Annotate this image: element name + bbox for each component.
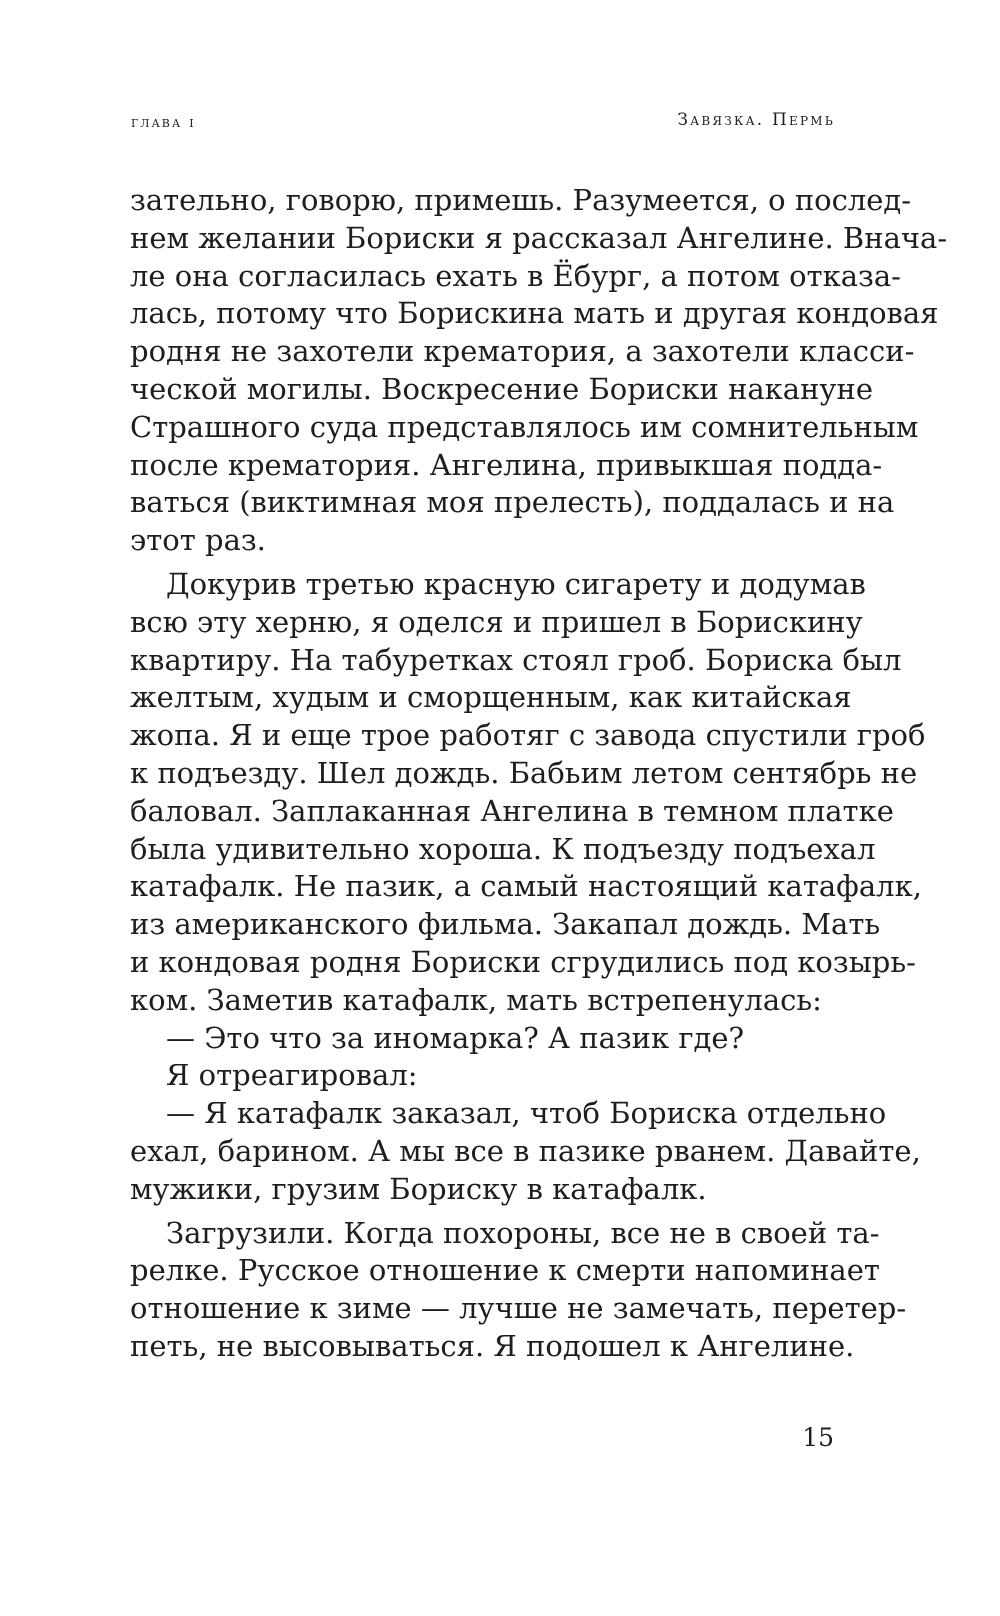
text-line: к подъезду. Шел дождь. Бабьим летом сентябрь не [130,755,918,790]
page-number: 15 [802,1423,834,1452]
text-line: Я отреагировал: [166,1058,418,1093]
text-line: отношение к зиме — лучше не замечать, перетер- [130,1291,907,1326]
text-line: жопа. Я и еще трое работяг с завода спустили гроб [130,718,926,753]
text-line: Докурив третью красную сигарету и додумав [166,566,866,601]
text-line: катафалк. Не пазик, а самый настоящий катафалк, [130,869,922,904]
dialogue-line: — Это что за иномарка? А пазик где? [166,1020,745,1055]
text-line: Страшного суда представлялось им сомнительным [130,409,919,444]
text-line: баловал. Заплаканная Ангелина в темном платке [130,793,894,828]
text-line: из американского фильма. Закапал дождь. Мать [130,907,881,942]
text-line: зательно, говорю, примешь. Разумеется, о послед- [130,183,912,217]
text-line: ческой могилы. Воскресение Бориски накануне [130,371,873,406]
text-line: нем желании Бориски я рассказал Ангелине. Внача- [130,220,948,255]
text-line: была удивительно хороша. К подъезду подъехал [130,831,876,866]
dialogue-line: — Я катафалк заказал, чтоб Бориска отдельно [166,1096,887,1131]
text-line: этот раз. [130,523,266,558]
running-head-section: Завязка. Пермь [677,110,835,130]
text-line: после крематория. Ангелина, привыкшая подда- [130,447,883,482]
text-line: квартиру. На табуретках стоял гроб. Бориска был [130,642,902,677]
text-line: и кондовая родня Бориски сгрудились под козырь- [130,944,916,979]
text-line: мужики, грузим Бориску в катафалк. [130,1171,707,1206]
text-line: ехал, барином. А мы все в пазике рванем. Давайте, [130,1133,921,1168]
text-line: лась, потому что Борискина мать и другая кондовая [130,296,939,331]
body-text [130,182,948,1366]
text-line: всю эту херню, я оделся и пришел в Борискину [130,604,863,639]
text-line: петь, не высовываться. Я подошел к Ангелине. [130,1328,855,1363]
running-head-chapter: глава i [131,112,196,131]
text-line: родня не захотели крематория, а захотели класси- [130,334,915,369]
text-line: релке. Русское отношение к смерти напоминает [130,1253,880,1288]
text-line: ле она согласилась ехать в Ёбург, а потом отказа- [130,258,901,293]
text-line: ком. Заметив катафалк, мать встрепенулась: [130,982,822,1017]
text-line: Загрузили. Когда похороны, все не в своей та- [166,1215,880,1250]
text-line: ваться (виктимная моя прелесть), поддалась и на [130,485,895,520]
text-line: желтым, худым и сморщенным, как китайская [130,680,852,715]
